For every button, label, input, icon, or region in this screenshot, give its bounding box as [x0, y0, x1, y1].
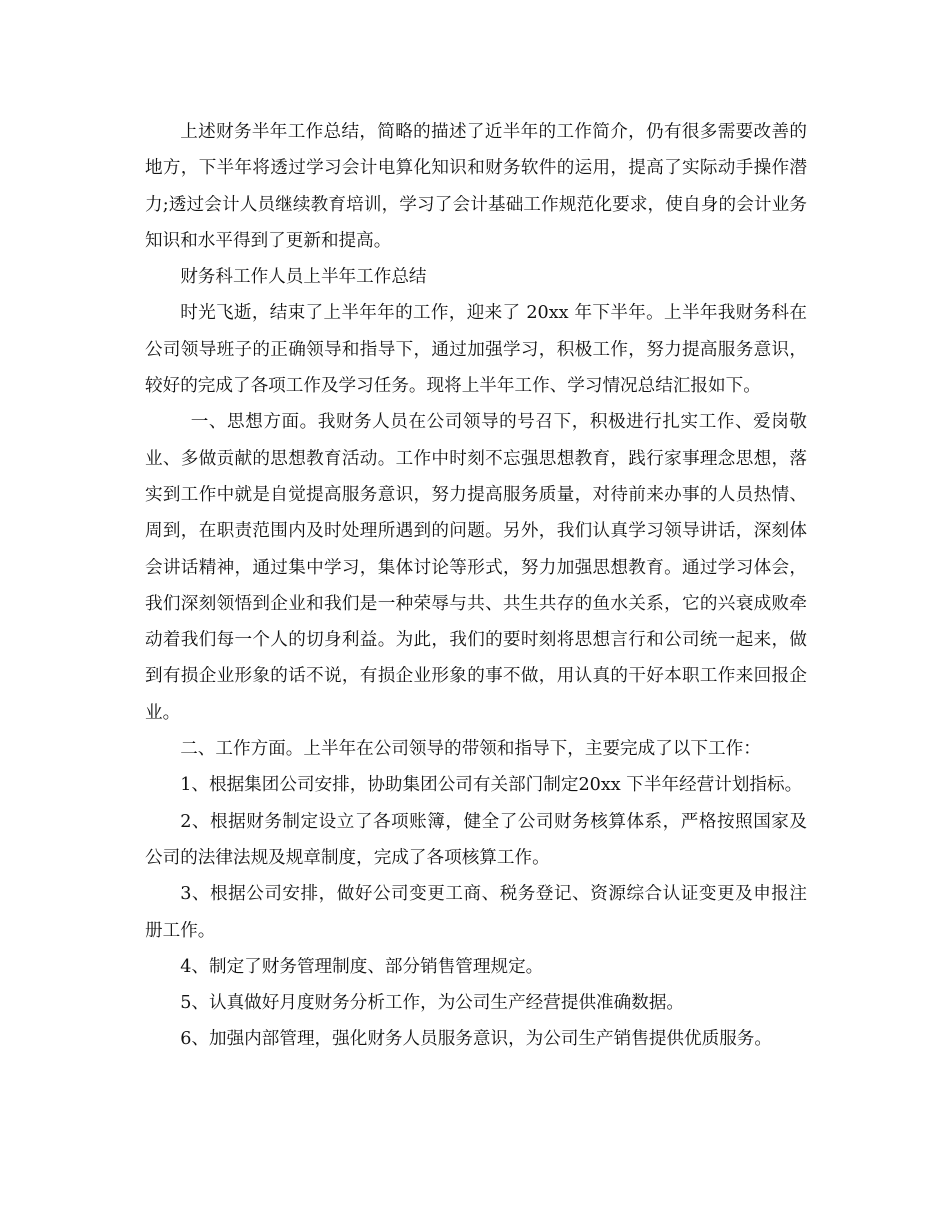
list-item: 6、加强内部管理，强化财务人员服务意识，为公司生产销售提供优质服务。	[180, 1029, 772, 1050]
paragraph-summary: 上述财务半年工作总结，简略的描述了近半年的工作简介，仍有很多需要改善的地方，下半年将透过学习会计电算化知识和财务软件的运用，提高了实际动手操作潜力;透过会计人员继续教育培训，学习了会计基础工作规范化要求，使自身的会计业务知识和水平得到了更新和提高。	[145, 122, 807, 251]
list-item: 2、根据财务制定设立了各项账簿，健全了公司财务核算体系，严格按照国家及公司的法律法规及规章制度，完成了各项核算工作。	[145, 811, 807, 868]
document-body	[145, 114, 807, 1058]
paragraph-intro: 时光飞逝，结束了上半年年的工作，迎来了 20xx 年下半年。上半年我财务科在公司领导班子的正确领导和指导下，通过加强学习，积极工作，努力提高服务意识，较好的完成了各项工作及学习任务。现将上半年工作、学习情况总结汇报如下。	[145, 303, 807, 397]
list-item: 4、制定了财务管理制度、部分销售管理规定。	[180, 956, 544, 977]
section-heading: 财务科工作人员上半年工作总结	[180, 267, 427, 288]
paragraph-thought: 一、思想方面。我财务人员在公司领导的号召下，积极进行扎实工作、爱岗敬业、多做贡献的思想教育活动。工作中时刻不忘强思想教育，践行家事理念思想，落实到工作中就是自觉提高服务意识，努力提高服务质量，对待前来办事的人员热情、周到，在职责范围内及时处理所遇到的问题。另外，我们认真学习领导讲话，深刻体会讲话精神，通过集中学习，集体讨论等形式，努力加强思想教育。通过学习体会，我们深刻领悟到企业和我们是一种荣辱与共、共生共存的鱼水关系，它的兴衰成败牵动着我们每一个人的切身利益。为此，我们的要时刻将思想言行和公司统一起来，做到有损企业形象的话不说，有损企业形象的事不做，用认真的干好本职工作来回报企业。	[145, 412, 807, 723]
paragraph-work: 二、工作方面。上半年在公司领导的带领和指导下，主要完成了以下工作：	[180, 739, 761, 760]
list-item: 3、根据公司安排，做好公司变更工商、税务登记、资源综合认证变更及申报注册工作。	[145, 884, 807, 941]
list-item: 5、认真做好月度财务分析工作，为公司生产经营提供准确数据。	[180, 993, 685, 1014]
list-item: 1、根据集团公司安排，协助集团公司有关部门制定20xx 下半年经营计划指标。	[180, 775, 803, 796]
